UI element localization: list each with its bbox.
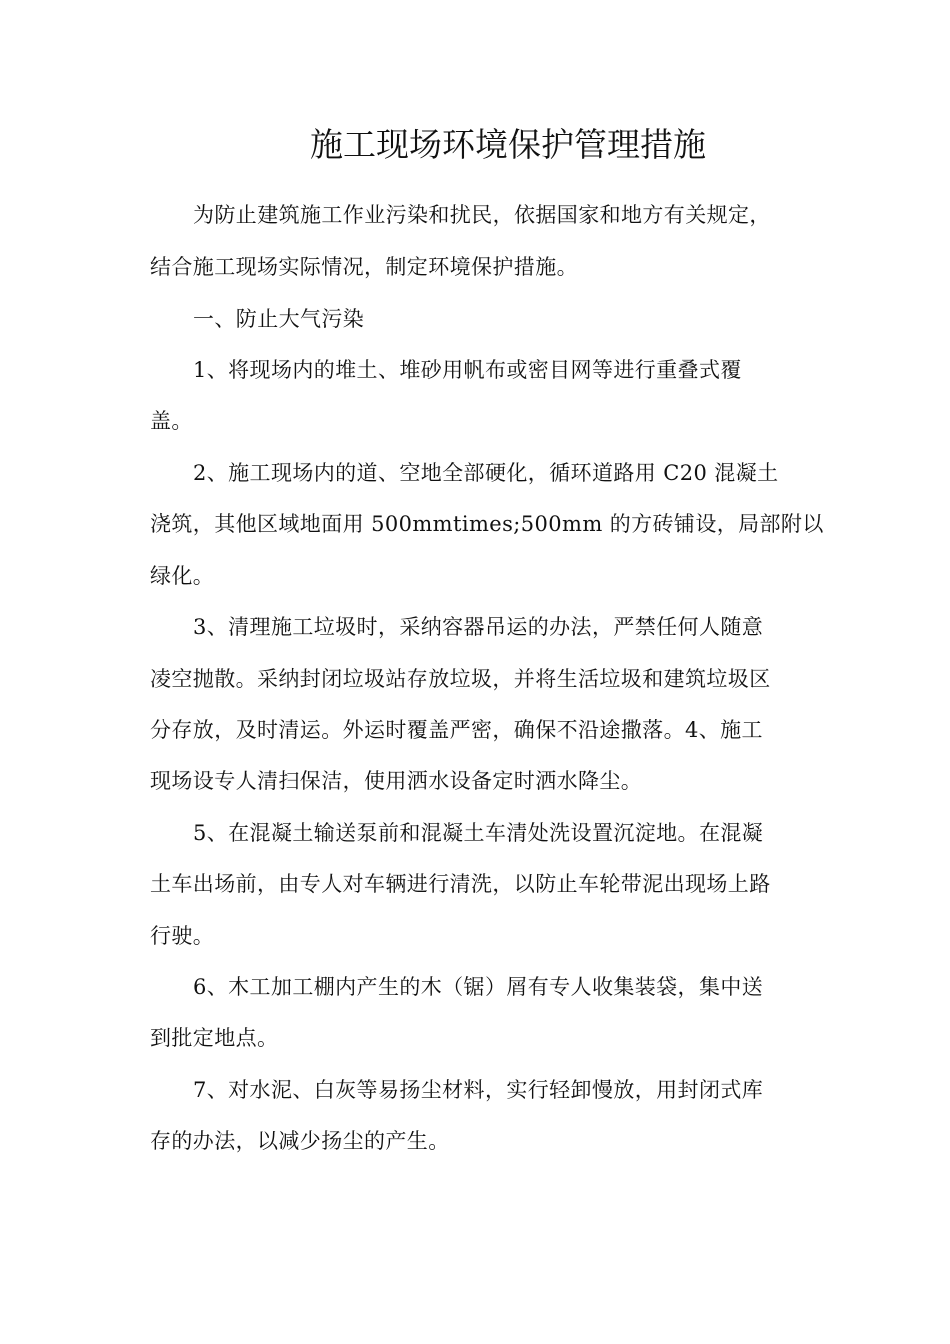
item-3-line-2: 凌空抛散。采纳封闭垃圾站存放垃圾，并将生活垃圾和建筑垃圾区	[150, 667, 771, 691]
item-7-line-2: 存的办法，以减少扬尘的产生。	[150, 1129, 450, 1153]
document-title: 施工现场环境保护管理措施	[310, 125, 706, 164]
paragraph-intro-line-1: 为防止建筑施工作业污染和扰民，依据国家和地方有关规定，	[193, 203, 771, 227]
item-3-line-3: 分存放，及时清运。外运时覆盖严密，确保不沿途撒落。4、施工	[150, 718, 763, 742]
item-7-line-1: 7、对水泥、白灰等易扬尘材料，实行轻卸慢放，用封闭式库	[193, 1078, 764, 1102]
item-2-line-2: 浇筑，其他区域地面用 500mmtimes;500mm 的方砖铺设，局部附以	[150, 512, 824, 536]
item-6-line-1: 6、木工加工棚内产生的木（锯）屑有专人收集装袋，集中送	[193, 975, 764, 999]
item-6-line-2: 到批定地点。	[150, 1026, 279, 1050]
section-heading-air-pollution: 一、防止大气污染	[193, 307, 365, 331]
item-5-line-1: 5、在混凝土输送泵前和混凝土车清处洗设置沉淀地。在混凝	[193, 821, 764, 845]
item-3-line-1: 3、清理施工垃圾时，采纳容器吊运的办法，严禁任何人随意	[193, 615, 764, 639]
item-4-line-1: 现场设专人清扫保洁，使用洒水设备定时洒水降尘。	[150, 769, 643, 793]
item-2-line-1: 2、施工现场内的道、空地全部硬化，循环道路用 C20 混凝土	[193, 461, 779, 485]
item-5-line-3: 行驶。	[150, 924, 215, 948]
item-1-line-2: 盖。	[150, 409, 193, 433]
item-1-line-1: 1、将现场内的堆土、堆砂用帆布或密目网等进行重叠式覆	[193, 358, 742, 382]
item-2-line-3: 绿化。	[150, 564, 215, 588]
item-5-line-2: 土车出场前，由专人对车辆进行清洗，以防止车轮带泥出现场上路	[150, 872, 771, 896]
paragraph-intro-line-2: 结合施工现场实际情况，制定环境保护措施。	[150, 255, 578, 279]
